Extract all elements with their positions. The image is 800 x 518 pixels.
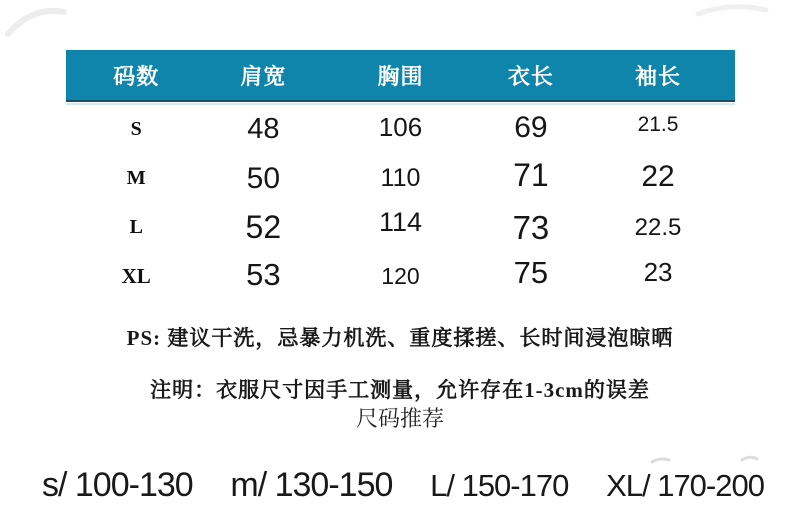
table-row: [66, 105, 735, 154]
column-header: 衣长: [507, 63, 554, 89]
size-recommendation: XL/ 170-200: [606, 468, 764, 503]
value-cell: 22.5: [634, 213, 682, 241]
size-cell: XL: [121, 264, 151, 288]
column-header: 码数: [113, 63, 160, 89]
size-recommendation: m/ 130-150: [230, 466, 393, 504]
value-cell: 23: [643, 257, 673, 287]
size-recommendation: s/ 100-130: [42, 466, 193, 504]
value-cell: 22: [641, 159, 675, 193]
value-cell: 110: [380, 164, 421, 192]
care-note-label: PS:: [126, 326, 162, 350]
value-cell: 21.5: [637, 112, 679, 136]
column-header: 肩宽: [240, 63, 287, 89]
table-row: [66, 154, 735, 203]
size-recommend-title: 尺码推荐: [355, 406, 444, 431]
value-cell: 52: [245, 209, 282, 245]
column-header: 胸围: [377, 63, 424, 89]
table-row: [66, 203, 735, 252]
value-cell: 48: [247, 113, 280, 145]
value-cell: 75: [513, 254, 549, 290]
table-row: [66, 252, 735, 301]
height-recommendations: [0, 466, 800, 505]
care-note: [0, 322, 800, 352]
column-header: 袖长: [635, 63, 682, 89]
size-cell: L: [129, 216, 143, 238]
care-note-text: 建议干洗，忌暴力机洗、重度揉搓、长时间浸泡晾晒: [167, 326, 674, 350]
value-cell: 114: [378, 207, 422, 237]
value-cell: 106: [378, 112, 423, 142]
value-cell: 69: [514, 110, 548, 144]
value-cell: 53: [246, 256, 281, 292]
size-table-body: [66, 105, 735, 301]
measurement-note: 注明：衣服尺寸因手工测量，允许存在1-3cm的误差: [150, 378, 650, 402]
value-cell: 71: [513, 157, 549, 193]
value-cell: 120: [381, 263, 420, 289]
value-cell: 73: [512, 208, 550, 246]
size-table-header: [66, 50, 735, 102]
size-cell: M: [126, 167, 146, 189]
size-cell: S: [130, 118, 142, 140]
size-recommendation: L/ 150-170: [430, 468, 569, 503]
value-cell: 50: [246, 161, 281, 195]
